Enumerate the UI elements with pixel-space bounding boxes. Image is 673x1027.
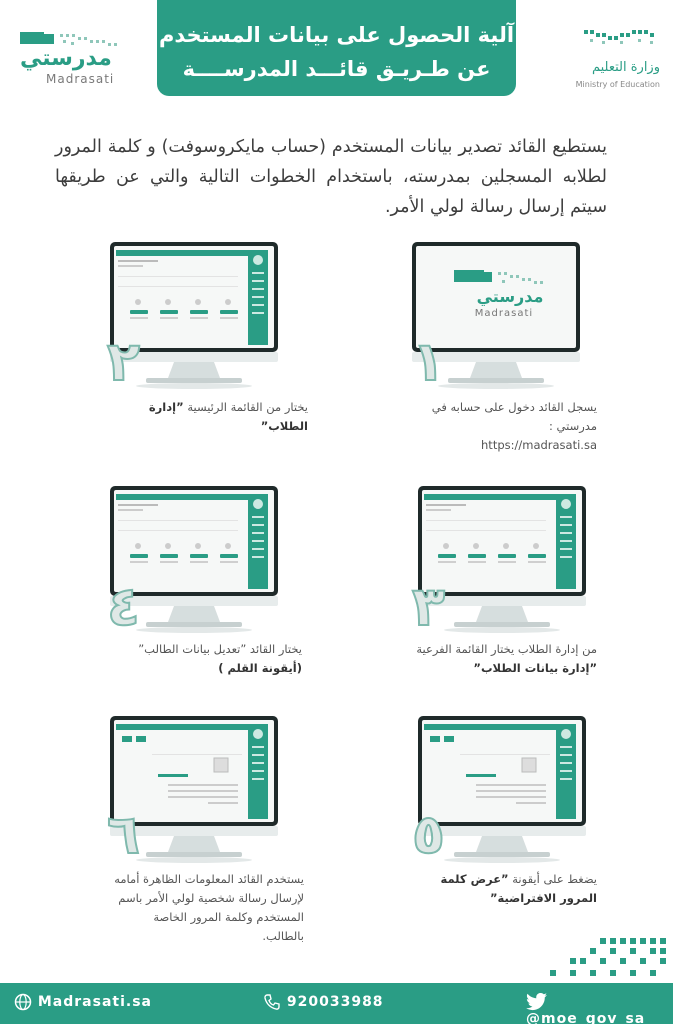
step-3-text bbox=[407, 640, 597, 678]
madrasati-logo-ar: مدرستي bbox=[20, 46, 112, 71]
step-2-bold: ”إدارة الطلاب” bbox=[148, 400, 308, 433]
madrasati-logo-en: Madrasati bbox=[46, 72, 115, 86]
intro-paragraph: يستطيع القائد تصدير بيانات المستخدم (حساب مايكروسوفت) و كلمة المرور لطلابه المسجلين بمدرسته، باستخدام الخطوات التالية والتي عن طريقها سيتم إرسال رسالة لولي الأمر. bbox=[55, 137, 607, 217]
step-1-desc: يسجل القائد دخول على حسابه في مدرستي : bbox=[431, 400, 597, 433]
twitter-icon bbox=[526, 993, 548, 1011]
footer-phone-text: 920033988 bbox=[286, 994, 384, 1010]
step-1-url: https://madrasati.sa bbox=[481, 438, 597, 452]
step-number-3: ٣ bbox=[412, 575, 445, 638]
footer-twitter-text: @moe_gov_sa bbox=[526, 1011, 646, 1027]
svg-text:Madrasati: Madrasati bbox=[474, 308, 534, 319]
step-4-text bbox=[112, 640, 302, 678]
madrasati-logo bbox=[16, 30, 136, 90]
footer-phone[interactable] bbox=[263, 993, 384, 1011]
step-4-desc: يختار القائد ”تعديل بيانات الطالب” bbox=[138, 642, 302, 656]
footer-twitter[interactable] bbox=[526, 993, 673, 1027]
step-3-desc: من إدارة الطلاب يختار القائمة الفرعية bbox=[416, 642, 597, 656]
step-2-desc: يختار من القائمة الرئيسية bbox=[187, 400, 308, 414]
footer-bar bbox=[0, 983, 673, 1027]
step-number-2: ٢ bbox=[107, 330, 140, 393]
footer-website[interactable] bbox=[14, 993, 152, 1011]
step-4-bold: (أيقونة القلم ) bbox=[218, 661, 302, 675]
step-3-bold: ”إدارة بيانات الطلاب” bbox=[473, 661, 597, 675]
globe-icon bbox=[14, 993, 32, 1011]
dot-pattern bbox=[540, 930, 673, 983]
step-5-desc: يضغط على أيقونة bbox=[512, 872, 597, 886]
phone-icon bbox=[263, 993, 281, 1011]
svg-text:مدرستي: مدرستي bbox=[476, 287, 544, 306]
title-line-1: آلية الحصول على بيانات المستخدم bbox=[158, 23, 515, 47]
step-number-4: ٤ bbox=[107, 575, 140, 638]
footer-website-text: Madrasati.sa bbox=[37, 994, 152, 1010]
moe-logo-en: Ministry of Education bbox=[575, 80, 660, 89]
step-number-5: ٥ bbox=[412, 803, 445, 866]
page-title bbox=[157, 0, 516, 96]
step-5-bold: ”عرض كلمة المرور الافتراضية” bbox=[440, 872, 597, 905]
title-line-2: عن طـريـق قائـــد المدرســــة bbox=[182, 57, 491, 81]
moe-logo-ar: وزارة التعليم bbox=[591, 60, 660, 75]
step-2-text bbox=[118, 398, 308, 436]
step-number-6: ٦ bbox=[107, 803, 140, 866]
step-6-text: يستخدم القائد المعلومات الظاهرة أمامه لإرسال رسالة شخصية لولي الأمر باسم المستخدم وكلمة المرور الخاصة بالطالب. bbox=[114, 872, 304, 943]
moe-logo bbox=[540, 24, 660, 94]
step-1-text bbox=[407, 398, 597, 455]
step-5-text bbox=[412, 870, 597, 908]
step-number-1: ١ bbox=[412, 330, 445, 393]
